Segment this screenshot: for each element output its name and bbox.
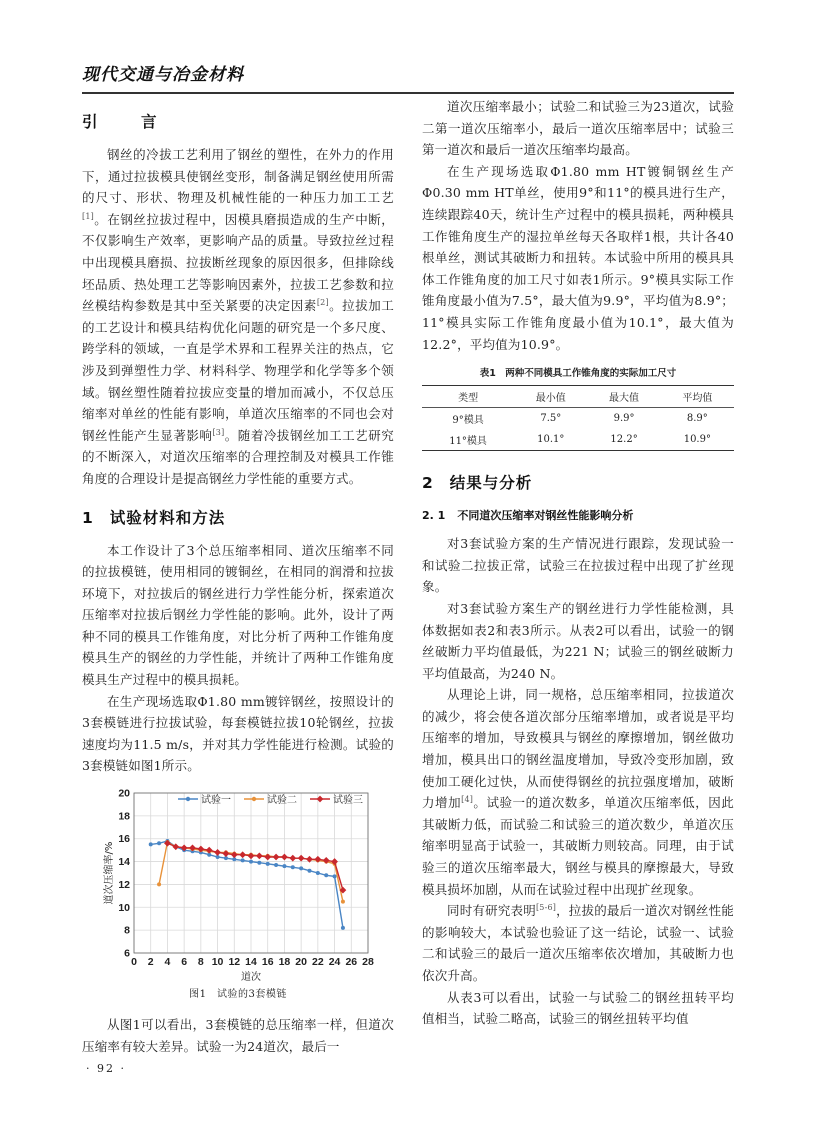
data-point	[299, 866, 303, 870]
table-header-cell: 最小值	[514, 386, 587, 408]
left-column	[82, 96, 394, 1057]
data-point	[248, 852, 255, 859]
header-rule	[82, 92, 734, 94]
figure-1	[82, 783, 394, 983]
data-point	[316, 871, 320, 875]
table-body	[422, 408, 734, 451]
x-tick-label: 8	[197, 956, 204, 969]
citation: [5-6]	[535, 903, 557, 913]
data-point	[206, 847, 213, 854]
data-point	[298, 855, 305, 862]
y-tick-label: 10	[118, 901, 130, 914]
table-row	[422, 408, 734, 430]
x-tick-label: 16	[261, 956, 274, 969]
data-point	[257, 861, 261, 865]
section-2-body	[422, 533, 734, 1030]
paragraph-text: ，拉拔的最后一道次对钢丝性能的影响较大，本试验也验证了这一结论，试验一、试验二和试验三的最后一道次压缩率依次增加，其破断力也依次升高。	[422, 903, 734, 983]
data-point	[324, 873, 328, 877]
section-2-number: 2	[422, 474, 434, 493]
right-column	[422, 96, 734, 1030]
data-point	[266, 862, 270, 866]
x-axis-label: 道次	[241, 972, 261, 984]
y-tick-label: 8	[124, 924, 130, 937]
table-header-cell: 类型	[422, 386, 514, 408]
y-tick-label: 20	[118, 787, 130, 800]
x-tick-label: 2	[147, 956, 154, 969]
data-point	[197, 846, 204, 853]
y-tick-label: 18	[118, 810, 130, 823]
table-header-cell: 最大值	[587, 386, 660, 408]
data-point	[239, 851, 246, 858]
paragraph-text: 道次压缩率最小；试验二和试验三为23道次，试验二第一道次压缩率小，最后一道次压缩率居中；试验三第一道次和最后一道次压缩率均最高。	[422, 99, 734, 158]
citation: [3]	[212, 427, 225, 437]
paragraph-text: 。拉拔加工的工艺设计和模具结构优化问题的研究是一个多尺度、跨学科的领域，一直是学术界和工程界关注的热点，它涉及到弹塑性力学、材料科学、物理学和化学等多个领域。钢丝塑性随着拉拔应变量的增加而减小，不仅总压缩率对单丝的性能有影响，单道次压缩率的不同也会对钢丝性能产生显著影响	[82, 298, 394, 443]
subsection-2-1-title: 不同道次压缩率对钢丝性能影响分析	[457, 509, 634, 523]
section-1-title: 试验材料和方法	[109, 508, 226, 527]
data-point	[341, 900, 345, 904]
data-point	[231, 851, 238, 858]
data-point	[308, 869, 312, 873]
paragraph	[422, 684, 734, 900]
paragraph	[422, 96, 734, 161]
table-cell: 9°模具	[452, 415, 484, 427]
paragraph	[82, 144, 394, 490]
data-point	[331, 858, 338, 865]
paragraph-text: 钢丝的冷拔工艺利用了钢丝的塑性，在外力的作用下，通过拉拔模具使钢丝变形，制备满足钢丝使用所需的尺寸、形状、物理及机械性能的一种压力加工工艺	[82, 147, 394, 206]
table-cell: 12.2°	[610, 434, 638, 446]
legend-label: 试验二	[267, 795, 297, 807]
legend-label: 试验一	[201, 795, 231, 807]
x-tick-label: 4	[164, 956, 171, 969]
data-point	[273, 854, 280, 861]
x-tick-label: 22	[312, 956, 324, 969]
data-point	[256, 852, 263, 859]
paragraph	[422, 533, 734, 598]
paragraph	[82, 540, 394, 691]
y-axis-label: 道次压缩率/%	[104, 841, 115, 905]
data-point	[241, 858, 245, 862]
paragraph	[82, 1014, 394, 1057]
paragraph	[422, 987, 734, 1030]
data-point	[189, 844, 196, 851]
table-1	[422, 385, 734, 451]
table-cell: 9.9°	[613, 413, 635, 425]
paragraph-text: 对3套试验方案的生产情况进行跟踪，发现试验一和试验二拉拔正常，试验三在拉拔过程中出现了扩丝现象。	[422, 536, 734, 595]
data-point	[333, 874, 337, 878]
section-1-body	[82, 540, 394, 778]
data-point	[281, 854, 288, 861]
table-cell: 8.9°	[686, 413, 708, 425]
data-point	[214, 849, 221, 856]
compression-rate-chart	[82, 783, 394, 983]
section-1-number: 1	[82, 508, 94, 527]
paragraph-text: 从图1可以看出，3套模链的总压缩率一样，但道次压缩率有较大差异。试验一为24道次，最后一	[82, 1017, 394, 1054]
data-point	[264, 854, 271, 861]
table-row	[422, 429, 734, 451]
paragraph-text: 对3套试验方案生产的钢丝进行力学性能检测，具体数据如表2和表3所示。从表2可以看出，试验一的钢丝破断力平均值最低，为221 N；试验三的钢丝破断力平均值最高，为240 N。	[422, 600, 734, 681]
citation: [4]	[461, 795, 474, 805]
section-2-heading	[422, 471, 734, 493]
citation: [2]	[316, 298, 329, 307]
paragraph-text: 在生产现场选取Φ1.80 mm镀锌钢丝，按照设计的3套模链进行拉拔试验，每套模链拉拔10轮钢丝，拉拔速度均为11.5 m/s，并对其力学性能进行检测。试验的3套模链如图1所示。	[82, 693, 394, 774]
x-tick-label: 26	[345, 956, 358, 969]
figure-1-caption: 图1 试验的3套模链	[189, 989, 287, 1001]
x-tick-label: 12	[228, 956, 241, 969]
legend-label: 试验三	[333, 795, 363, 807]
paragraph-text: 。在钢丝拉拔过程中，因模具磨损造成的生产中断，不仅影响生产效率，更影响产品的质量。导致拉丝过程中出现模具磨损、拉拔断丝现象的原因很多，但排除线坯品质、热处理工艺等影响因素外，拉拔工艺参数和拉丝模结构参数是其中至关紧要的决定因素	[82, 211, 394, 314]
section-2-title: 结果与分析	[449, 474, 533, 493]
right-body-top	[422, 96, 734, 355]
y-tick-label: 16	[118, 833, 130, 846]
paragraph-text: 从表3可以看出，试验一与试验二的钢丝扭转平均值相当，试验二略高，试验三的钢丝扭转平均值	[422, 989, 734, 1027]
x-tick-label: 10	[211, 956, 224, 969]
paragraph	[422, 900, 734, 986]
x-tick-label: 18	[278, 956, 291, 969]
data-point	[149, 842, 153, 846]
x-tick-label: 20	[295, 956, 307, 969]
table-header-cell: 平均值	[661, 386, 734, 408]
table-1-caption: 表1 两种不同模具工作锥角度的实际加工尺寸	[479, 368, 677, 380]
data-point	[223, 850, 230, 857]
legend-marker	[252, 797, 256, 801]
y-tick-label: 6	[124, 947, 130, 960]
intro-body	[82, 144, 394, 490]
subsection-2-1-number: 2. 1	[422, 509, 446, 523]
data-point	[289, 855, 296, 862]
data-point	[341, 926, 345, 930]
paragraph	[422, 598, 734, 684]
paragraph-text: 同时有研究表明	[447, 903, 536, 919]
data-point	[282, 864, 286, 868]
table-header-row	[422, 386, 734, 408]
table-cell: 10.9°	[683, 434, 711, 446]
section-1-heading	[82, 506, 394, 528]
x-tick-label: 0	[131, 956, 137, 969]
paragraph	[82, 691, 394, 777]
x-tick-label: 14	[245, 956, 257, 969]
x-tick-label: 28	[362, 956, 374, 969]
intro-heading: 引 言	[82, 113, 171, 131]
paragraph	[422, 161, 734, 355]
table-cell: 11°模具	[449, 436, 487, 448]
journal-title: 现代交通与冶金材料	[82, 65, 244, 85]
paragraph-text: 本工作设计了3个总压缩率相同、道次压缩率不同的拉拔模链，使用相同的镀铜丝，在相同的润滑和拉拔环境下，对拉拔后的钢丝进行力学性能分析，探索道次压缩率对拉拔后钢丝力学性能的影响。此外，设计了两种不同的模具工作锥角度，对比分析了两种工作锥角度模具生产的钢丝的力学性能，并统计了两种工作锥角度模具生产过程中的模具损耗。	[82, 542, 394, 688]
data-point	[164, 840, 171, 847]
citation: [1]	[82, 211, 94, 221]
page-number: · 92 ·	[86, 1062, 126, 1075]
paragraph-text: 在生产现场选取Φ1.80 mm HT镀铜钢丝生产Φ0.30 mm HT单丝，使用9°和11°的模具进行生产，连续跟踪40天，统计生产过程中的模具损耗，两种模具工作锥角度生产的湿拉单丝每天各取样1根，共计各40根单丝，测试其破断力和扭转。本试验中所用的模具具体工作锥角度的加工尺寸如表1所示。9°模具实际工作锥角度最小值为7.5°，最大值为9.9°，平均值为8.9°；11°模具实际工作锥角度最小值为10.1°，最大值为12.2°，平均值为10.9°。	[422, 163, 734, 352]
subsection-2-1-heading	[422, 507, 734, 523]
paragraph-text: 从理论上讲，同一规格，总压缩率相同，拉拔道次的减少，将会使各道次部分压缩率增加，或者说是平均压缩率的增加，导致模具与钢丝的摩擦增加，钢丝做功增加，模具出口的钢丝温度增加，导致冷变形加剧，致使加工硬化过快，从而使得钢丝的抗拉强度增加，破断力增加	[422, 687, 734, 811]
x-tick-label: 24	[328, 956, 341, 969]
data-point	[157, 841, 161, 845]
legend-marker	[186, 797, 190, 801]
left-body-end	[82, 1014, 394, 1057]
table-cell: 10.1°	[537, 434, 565, 446]
paragraph-text: 。试验一的道次数多，单道次压缩率低，因此其破断力低，而试验二和试验三的道次数少，单道次压缩率明显高于试验一，其破断力则较高。同理，由于试验三的道次压缩率最大，钢丝与模具的摩擦最大，导致模具损坏加剧，从而在试验过程中出现扩丝现象。	[422, 795, 734, 897]
x-tick-label: 6	[181, 956, 188, 969]
y-tick-label: 14	[118, 856, 130, 869]
data-point	[291, 865, 295, 869]
data-point	[274, 863, 278, 867]
table-cell: 7.5°	[540, 413, 562, 425]
y-tick-label: 12	[118, 878, 130, 891]
paragraph-text: 。随着冷拔钢丝加工工艺研究的不断深入，对道次压缩率的合理控制及对模具工作锥角度的合理设计是提高钢丝力学性能的重要方式。	[82, 427, 394, 486]
data-point	[157, 882, 161, 886]
data-point	[249, 860, 253, 864]
